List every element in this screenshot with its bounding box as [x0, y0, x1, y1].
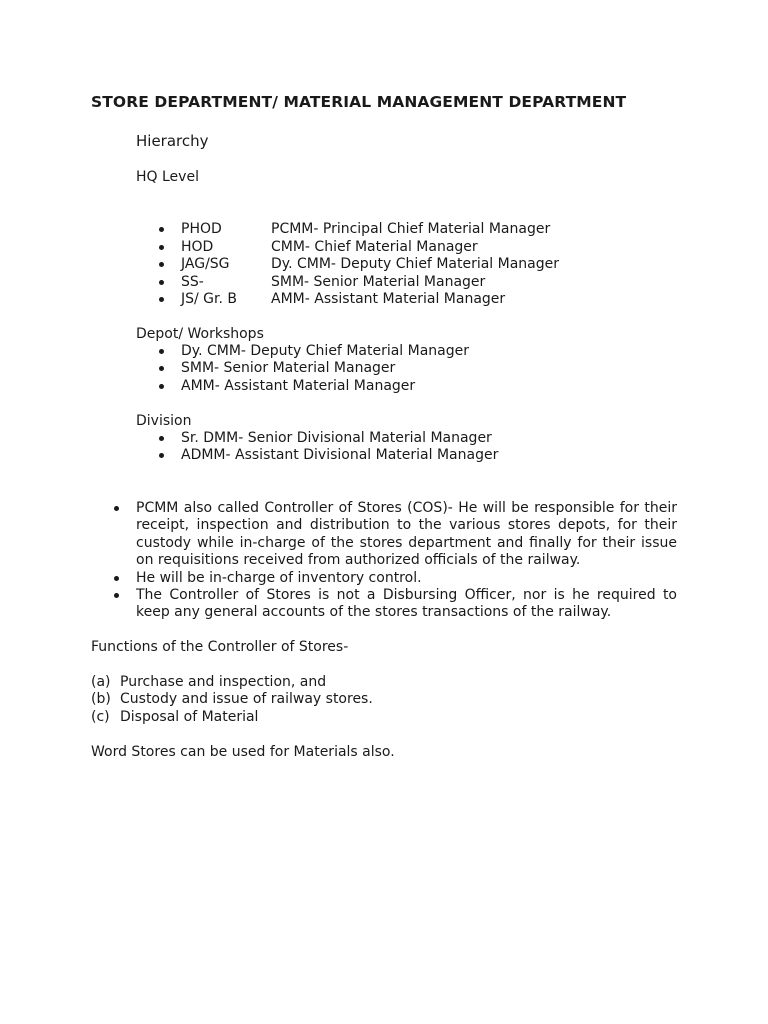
hq-level-designation: AMM- Assistant Material Manager [271, 291, 506, 307]
function-marker: (c) [91, 709, 110, 725]
document-title: STORE DEPARTMENT/ MATERIAL MANAGEMENT DEPARTMENT [91, 93, 627, 111]
hq-level-grade: SS- [181, 274, 204, 290]
division-heading: Division [136, 413, 192, 429]
hq-level-grade: PHOD [181, 221, 222, 237]
depot-heading: Depot/ Workshops [136, 326, 264, 342]
note-paragraph: PCMM also called Controller of Stores (COS)- He will be responsible for their receipt, inspection and distribution to the various stores depots, for their custody while in-charge of the stores department and finally for their issue on requisitions received from authorized officials of the railway. [136, 500, 677, 569]
function-marker: (a) [91, 674, 111, 690]
bullet-icon [159, 436, 164, 441]
footer-note: Word Stores can be used for Materials also. [91, 744, 395, 760]
bullet-icon [159, 245, 164, 250]
hq-level-designation: CMM- Chief Material Manager [271, 239, 478, 255]
hq-level-heading: HQ Level [136, 169, 199, 185]
bullet-icon [159, 384, 164, 389]
function-text: Purchase and inspection, and [120, 674, 327, 690]
bullet-icon [114, 593, 119, 598]
bullet-icon [159, 227, 164, 232]
depot-item: Dy. CMM- Deputy Chief Material Manager [181, 343, 470, 359]
note-paragraph: He will be in-charge of inventory control. [136, 570, 422, 586]
bullet-icon [114, 506, 119, 511]
hq-level-designation: SMM- Senior Material Manager [271, 274, 486, 290]
function-marker: (b) [91, 691, 111, 707]
hq-level-designation: PCMM- Principal Chief Material Manager [271, 221, 551, 237]
depot-item: SMM- Senior Material Manager [181, 360, 396, 376]
hq-level-grade: HOD [181, 239, 214, 255]
bullet-icon [159, 280, 164, 285]
note-paragraph: The Controller of Stores is not a Disbursing Officer, nor is he required to keep any general accounts of the stores transactions of the railway. [136, 587, 677, 621]
bullet-icon [114, 576, 119, 581]
bullet-icon [159, 366, 164, 371]
division-item: ADMM- Assistant Divisional Material Manager [181, 447, 499, 463]
hq-level-grade: JS/ Gr. B [181, 291, 238, 307]
hq-level-grade: JAG/SG [181, 256, 230, 272]
functions-heading: Functions of the Controller of Stores- [91, 639, 349, 655]
division-item: Sr. DMM- Senior Divisional Material Manager [181, 430, 492, 446]
bullet-icon [159, 297, 164, 302]
depot-item: AMM- Assistant Material Manager [181, 378, 416, 394]
bullet-icon [159, 453, 164, 458]
hierarchy-heading: Hierarchy [136, 132, 209, 150]
bullet-icon [159, 262, 164, 267]
function-text: Custody and issue of railway stores. [120, 691, 373, 707]
bullet-icon [159, 349, 164, 354]
hq-level-designation: Dy. CMM- Deputy Chief Material Manager [271, 256, 560, 272]
function-text: Disposal of Material [120, 709, 259, 725]
